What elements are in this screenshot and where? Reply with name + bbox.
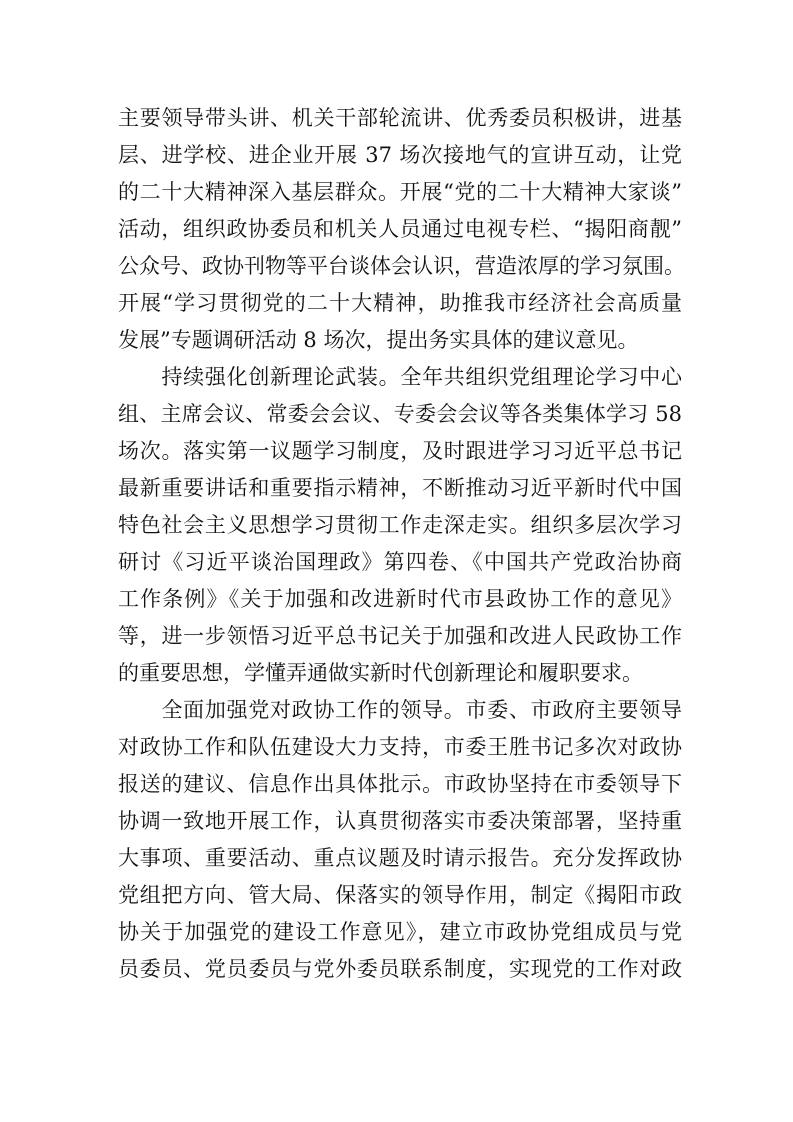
- text-line: 工作条例》《关于加强和改进新时代市县政协工作的意见》: [118, 587, 682, 611]
- text-line: 对政协工作和队伍建设大力支持，市委王胜书记多次对政协: [118, 735, 682, 759]
- text-line: 活动，组织政协委员和机关人员通过电视专栏、“揭阳商靓”: [118, 217, 682, 241]
- text-line: 主要领导带头讲、机关干部轮流讲、优秀委员积极讲，进基: [118, 106, 682, 130]
- text-line: 党组把方向、管大局、保落实的领导作用，制定《揭阳市政: [118, 883, 682, 907]
- text-line: 发展”专题调研活动 8 场次，提出务实具体的建议意见。: [118, 328, 639, 352]
- text-line: 全面加强党对政协工作的领导。市委、市政府主要领导: [118, 698, 682, 722]
- text-line: 开展“学习贯彻党的二十大精神，助推我市经济社会高质量: [118, 291, 682, 315]
- text-line: 的重要思想，学懂弄通做实新时代创新理论和履职要求。: [118, 661, 643, 685]
- text-line: 最新重要讲话和重要指示精神，不断推动习近平新时代中国: [118, 476, 682, 500]
- text-line: 大事项、重要活动、重点议题及时请示报告。充分发挥政协: [118, 846, 682, 870]
- text-line: 员委员、党员委员与党外委员联系制度，实现党的工作对政: [118, 957, 682, 981]
- document-page: [118, 104, 685, 992]
- text-line: 等，进一步领悟习近平总书记关于加强和改进人民政协工作: [118, 624, 682, 648]
- text-line: 的二十大精神深入基层群众。开展“党的二十大精神大家谈”: [118, 180, 682, 204]
- text-line: 公众号、政协刊物等平台谈体会认识，营造浓厚的学习氛围。: [118, 254, 685, 278]
- text-line: 协关于加强党的建设工作意见》，建立市政协党组成员与党: [118, 920, 682, 944]
- text-line: 场次。落实第一议题学习制度，及时跟进学习习近平总书记: [118, 439, 682, 463]
- text-line: 报送的建议、信息作出具体批示。市政协坚持在市委领导下: [118, 772, 682, 796]
- text-line: 持续强化创新理论武装。全年共组织党组理论学习中心: [118, 365, 682, 389]
- paragraph-party-spirit-outreach: [118, 104, 685, 363]
- paragraph-theory-study: [118, 363, 682, 696]
- text-line: 特色社会主义思想学习贯彻工作走深走实。组织多层次学习: [118, 513, 682, 537]
- text-line: 组、主席会议、常委会会议、专委会会议等各类集体学习 58: [118, 402, 682, 426]
- paragraph-party-leadership: [118, 696, 682, 992]
- text-line: 协调一致地开展工作，认真贯彻落实市委决策部署，坚持重: [118, 809, 682, 833]
- text-line: 层、进学校、进企业开展 37 场次接地气的宣讲互动，让党: [118, 143, 682, 167]
- text-line: 研讨《习近平谈治国理政》第四卷、《中国共产党政治协商: [118, 550, 682, 574]
